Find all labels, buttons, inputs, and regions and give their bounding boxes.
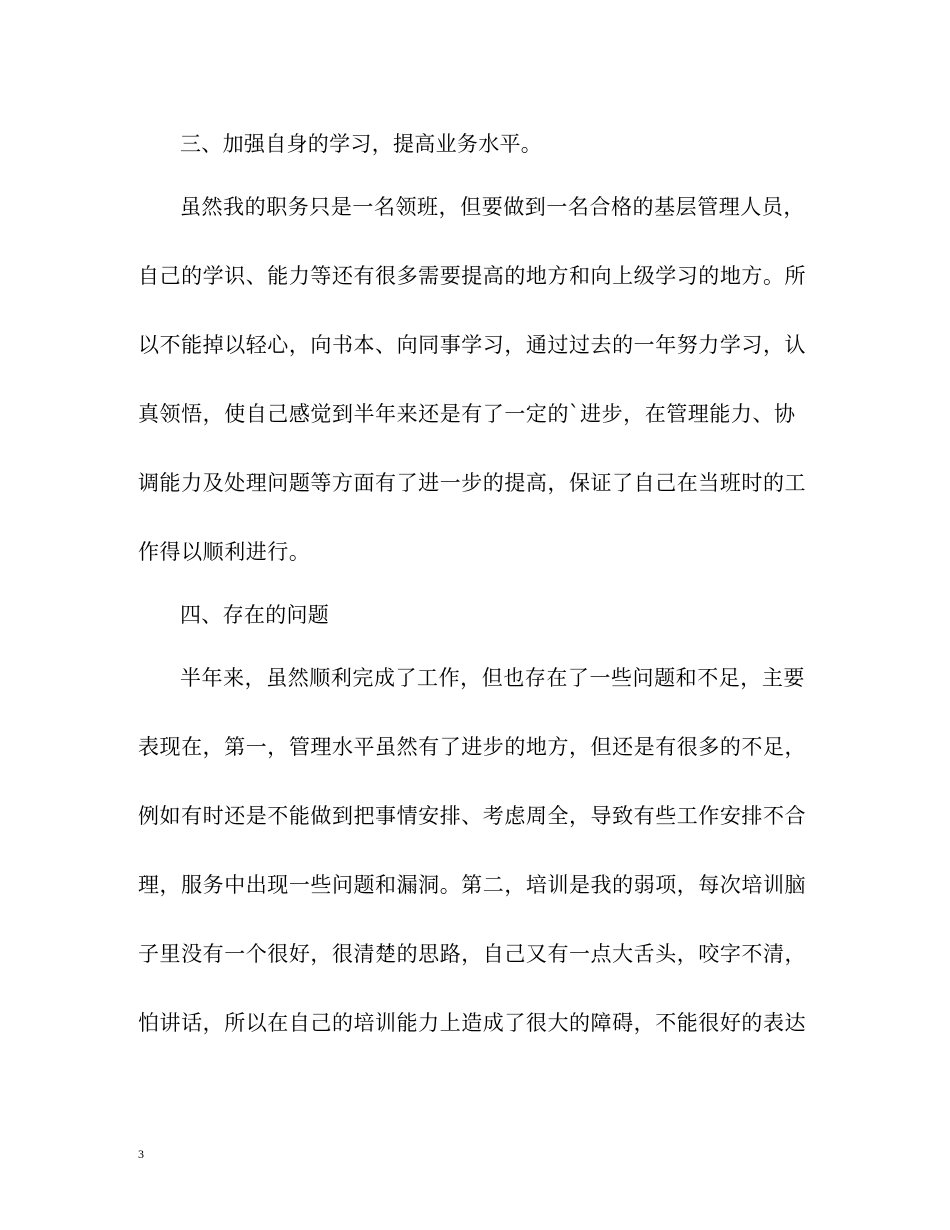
paragraph-line: 作得以顺利进行。 <box>138 540 311 564</box>
paragraph-line: 半年来，虽然顺利完成了工作，但也存在了一些问题和不足，主要 <box>180 666 805 690</box>
page-number: 3 <box>138 1147 144 1161</box>
paragraph-line: 例如有时还是不能做到把事情安排、考虑周全，导致有些工作安排不合 <box>138 804 807 828</box>
paragraph-line: 以不能掉以轻心，向书本、向同事学习，通过过去的一年努力学习，认 <box>138 333 807 357</box>
section-heading-3: 三、加强自身的学习，提高业务水平。 <box>180 132 543 156</box>
paragraph-line: 虽然我的职务只是一名领班，但要做到一名合格的基层管理人员， <box>180 195 805 219</box>
paragraph-line: 子里没有一个很好，很清楚的思路，自己又有一点大舌头，咬字不清， <box>138 942 807 966</box>
paragraph-line: 怕讲话，所以在自己的培训能力上造成了很大的障碍，不能很好的表达 <box>138 1011 807 1035</box>
paragraph-line: 表现在，第一，管理水平虽然有了进步的地方，但还是有很多的不足， <box>138 735 807 759</box>
paragraph-line: 真领悟，使自己感觉到半年来还是有了一定的`进步，在管理能力、协 <box>138 402 796 426</box>
paragraph-line: 调能力及处理问题等方面有了进一步的提高，保证了自己在当班时的工 <box>138 471 807 495</box>
section-heading-4: 四、存在的问题 <box>180 603 330 627</box>
paragraph-line: 自己的学识、能力等还有很多需要提高的地方和向上级学习的地方。所 <box>138 264 807 288</box>
paragraph-line: 理，服务中出现一些问题和漏洞。第二，培训是我的弱项，每次培训脑 <box>138 873 807 897</box>
